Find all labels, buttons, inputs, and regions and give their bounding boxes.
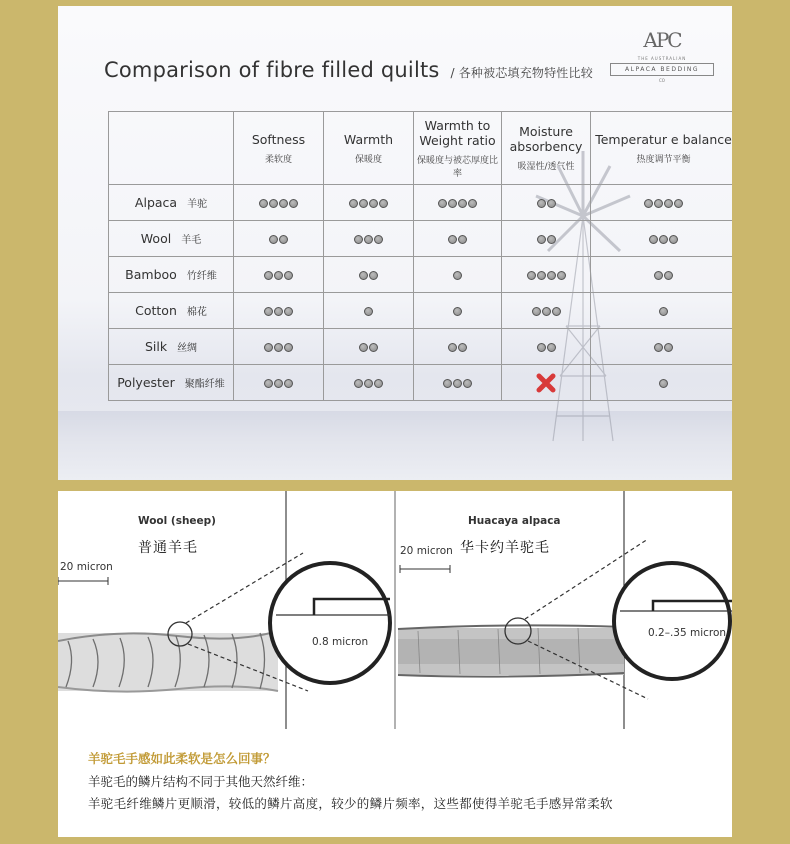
rating-dot-icon xyxy=(664,343,673,352)
table-row xyxy=(109,185,733,221)
rating-dots xyxy=(537,235,556,244)
wool-fiber xyxy=(58,631,278,692)
rating-dot-icon xyxy=(649,235,658,244)
comparison-table xyxy=(108,111,732,401)
rating-dots xyxy=(259,199,298,208)
rating-dot-icon xyxy=(364,235,373,244)
rating-dots xyxy=(359,271,378,280)
rating-dot-icon xyxy=(537,271,546,280)
rating-cell xyxy=(324,293,414,329)
rating-dot-icon xyxy=(468,199,477,208)
brand-logo xyxy=(610,26,714,88)
logo-line-bottom: CO xyxy=(659,78,665,83)
rating-cell xyxy=(591,221,733,257)
rating-dot-icon xyxy=(557,271,566,280)
rating-cell xyxy=(502,257,591,293)
row-label xyxy=(109,365,234,401)
row-label-en: Alpaca xyxy=(134,195,178,210)
rating-dot-icon xyxy=(547,343,556,352)
rating-dot-icon xyxy=(289,199,298,208)
rating-dots xyxy=(364,307,373,316)
rating-dot-icon xyxy=(264,271,273,280)
comparison-panel xyxy=(58,6,732,480)
row-label-cn: 竹纤维 xyxy=(186,271,217,282)
rating-dot-icon xyxy=(359,199,368,208)
rating-dot-icon xyxy=(537,343,546,352)
rating-cell xyxy=(502,329,591,365)
rating-dots xyxy=(448,343,467,352)
table-header-row xyxy=(109,112,733,185)
rating-dot-icon xyxy=(552,307,561,316)
rating-dots xyxy=(532,307,561,316)
rating-cell xyxy=(414,329,502,365)
alpaca-fiber xyxy=(398,625,624,676)
rating-dots xyxy=(354,235,383,244)
rating-dots xyxy=(659,307,668,316)
rating-dot-icon xyxy=(532,307,541,316)
row-label-en: Bamboo xyxy=(125,267,177,282)
rating-dot-icon xyxy=(659,235,668,244)
rating-dot-icon xyxy=(369,199,378,208)
rating-dot-icon xyxy=(349,199,358,208)
rating-cell xyxy=(502,365,591,401)
rating-cell xyxy=(414,185,502,221)
rating-dot-icon xyxy=(654,199,663,208)
rating-dot-icon xyxy=(264,379,273,388)
rating-dot-icon xyxy=(354,379,363,388)
rating-dots xyxy=(659,379,668,388)
rating-dot-icon xyxy=(547,235,556,244)
logo-line-top: THE AUSTRALIAN xyxy=(637,56,687,61)
alpaca-title: Huacaya alpaca xyxy=(468,515,561,527)
rating-cell xyxy=(414,221,502,257)
rating-dot-icon xyxy=(453,271,462,280)
rating-cell xyxy=(324,329,414,365)
rating-dots xyxy=(644,199,683,208)
rating-dot-icon xyxy=(359,343,368,352)
rating-dot-icon xyxy=(659,379,668,388)
row-label-cn: 羊驼 xyxy=(187,199,208,210)
rating-dot-icon xyxy=(453,379,462,388)
explanation-line-2: 羊驼毛纤维鳞片更顺滑，较低的鳞片高度，较少的鳞片频率，这些都使得羊驼毛手感异常柔软 xyxy=(88,796,613,811)
rating-dot-icon xyxy=(274,343,283,352)
row-label-en: Wool xyxy=(140,231,172,246)
rating-dot-icon xyxy=(659,307,668,316)
rating-cell xyxy=(414,365,502,401)
rating-dot-icon xyxy=(354,235,363,244)
table-row xyxy=(109,365,733,401)
rating-dot-icon xyxy=(458,199,467,208)
row-label-cn: 羊毛 xyxy=(181,235,202,246)
rating-cell xyxy=(591,329,733,365)
rating-cell xyxy=(591,293,733,329)
rating-dots xyxy=(654,271,673,280)
explanation-question: 羊驼毛手感如此柔软是怎么回事？ xyxy=(88,751,276,766)
row-label xyxy=(109,221,234,257)
rating-cell xyxy=(234,293,324,329)
rating-dot-icon xyxy=(359,271,368,280)
rating-cell xyxy=(234,329,324,365)
rating-dot-icon xyxy=(458,235,467,244)
rating-dot-icon xyxy=(279,235,288,244)
rating-dots xyxy=(269,235,288,244)
rating-dots xyxy=(654,343,673,352)
rating-cell xyxy=(324,257,414,293)
rating-dot-icon xyxy=(448,199,457,208)
rating-dot-icon xyxy=(463,379,472,388)
logo-line-main: ALPACA BEDDING xyxy=(610,63,714,76)
microscope-panel xyxy=(58,491,732,729)
rating-dot-icon xyxy=(284,307,293,316)
rating-dot-icon xyxy=(527,271,536,280)
rating-dot-icon xyxy=(674,199,683,208)
row-label xyxy=(109,329,234,365)
rating-dot-icon xyxy=(269,235,278,244)
rating-dot-icon xyxy=(664,199,673,208)
header-warmth: Warmth 保暖度 xyxy=(324,112,414,185)
rating-cell xyxy=(324,365,414,401)
rating-dot-icon xyxy=(443,379,452,388)
wool-scale-height: 0.8 micron xyxy=(312,636,369,648)
rating-dot-icon xyxy=(369,343,378,352)
rating-dots xyxy=(448,235,467,244)
wool-title: Wool (sheep) xyxy=(138,515,216,527)
rating-dot-icon xyxy=(547,271,556,280)
rating-dot-icon xyxy=(644,199,653,208)
rating-dot-icon xyxy=(379,199,388,208)
rating-dot-icon xyxy=(274,271,283,280)
rating-dots xyxy=(453,307,462,316)
rating-dot-icon xyxy=(364,379,373,388)
page-title xyxy=(104,58,593,82)
rating-dots xyxy=(537,199,556,208)
header-temperature: Temperatur e balance 热度调节平衡 xyxy=(591,112,733,185)
rating-cell xyxy=(234,185,324,221)
rating-dot-icon xyxy=(669,235,678,244)
rating-dots xyxy=(537,343,556,352)
rating-dot-icon xyxy=(458,343,467,352)
rating-dots xyxy=(359,343,378,352)
rating-dot-icon xyxy=(654,343,663,352)
table-row xyxy=(109,257,733,293)
rating-dot-icon xyxy=(369,271,378,280)
rating-cell xyxy=(324,221,414,257)
rating-dot-icon xyxy=(654,271,663,280)
cross-icon xyxy=(535,372,557,394)
rating-cell xyxy=(591,257,733,293)
row-label-cn: 棉花 xyxy=(186,307,207,318)
row-label-en: Cotton xyxy=(135,303,177,318)
rating-dot-icon xyxy=(374,379,383,388)
explanation-line-1: 羊驼毛的鳞片结构不同于其他天然纤维： xyxy=(88,774,314,789)
rating-dot-icon xyxy=(279,199,288,208)
rating-dots xyxy=(264,379,293,388)
rating-cell xyxy=(502,293,591,329)
rating-cell xyxy=(234,257,324,293)
row-label-en: Silk xyxy=(144,339,168,354)
rating-dot-icon xyxy=(537,199,546,208)
row-label xyxy=(109,293,234,329)
row-label xyxy=(109,257,234,293)
wool-title-cn: 普通羊毛 xyxy=(138,540,198,556)
header-moisture: Moisture absorbency 吸湿性/透气性 xyxy=(502,112,591,185)
rating-dot-icon xyxy=(274,379,283,388)
rating-dot-icon xyxy=(448,343,457,352)
rating-cell xyxy=(502,185,591,221)
rating-dots xyxy=(438,199,477,208)
rating-dot-icon xyxy=(448,235,457,244)
table-row xyxy=(109,293,733,329)
rating-dot-icon xyxy=(537,235,546,244)
header-warmth-weight: Warmth to Weight ratio 保暖度与被芯厚度比率 xyxy=(414,112,502,185)
rating-dots xyxy=(527,271,566,280)
row-label-en: Polyester xyxy=(117,375,175,390)
logo-mark: APC xyxy=(643,28,681,52)
title-en: Comparison of fibre filled quilts xyxy=(104,58,440,82)
rating-dots xyxy=(264,307,293,316)
rating-dot-icon xyxy=(264,343,273,352)
rating-dots xyxy=(354,379,383,388)
rating-dots xyxy=(443,379,472,388)
rating-dot-icon xyxy=(438,199,447,208)
rating-dot-icon xyxy=(453,307,462,316)
rating-cell xyxy=(234,221,324,257)
rating-dot-icon xyxy=(542,307,551,316)
rating-dot-icon xyxy=(269,199,278,208)
rating-dot-icon xyxy=(259,199,268,208)
rating-dot-icon xyxy=(664,271,673,280)
row-label-cn: 聚酯纤维 xyxy=(184,379,225,390)
alpaca-title-cn: 华卡约羊驼毛 xyxy=(460,540,550,556)
rating-cell xyxy=(591,185,733,221)
rating-cell xyxy=(414,293,502,329)
rating-cell xyxy=(414,257,502,293)
rating-dot-icon xyxy=(284,271,293,280)
rating-dots xyxy=(453,271,462,280)
row-label xyxy=(109,185,234,221)
rating-dots xyxy=(264,271,293,280)
explanation-panel xyxy=(58,729,732,837)
table-row xyxy=(109,221,733,257)
rating-cell xyxy=(324,185,414,221)
rating-cell xyxy=(502,221,591,257)
rating-dot-icon xyxy=(264,307,273,316)
alpaca-scale-height: 0.2–.35 micron xyxy=(648,627,727,639)
title-cn: / 各种被芯填充物特性比较 xyxy=(450,66,593,80)
rating-dot-icon xyxy=(547,199,556,208)
rating-dot-icon xyxy=(364,307,373,316)
rating-dot-icon xyxy=(274,307,283,316)
rating-cell xyxy=(591,365,733,401)
rating-dot-icon xyxy=(284,379,293,388)
rating-dot-icon xyxy=(374,235,383,244)
rating-dot-icon xyxy=(284,343,293,352)
rating-dots xyxy=(264,343,293,352)
wool-scale-label: 20 micron xyxy=(60,561,113,573)
header-empty xyxy=(109,112,234,185)
row-label-cn: 丝绸 xyxy=(177,343,198,354)
rating-dots xyxy=(349,199,388,208)
header-softness: Softness 柔软度 xyxy=(234,112,324,185)
table-row xyxy=(109,329,733,365)
rating-cell xyxy=(234,365,324,401)
alpaca-scale-label: 20 micron xyxy=(400,545,453,557)
rating-dots xyxy=(649,235,678,244)
